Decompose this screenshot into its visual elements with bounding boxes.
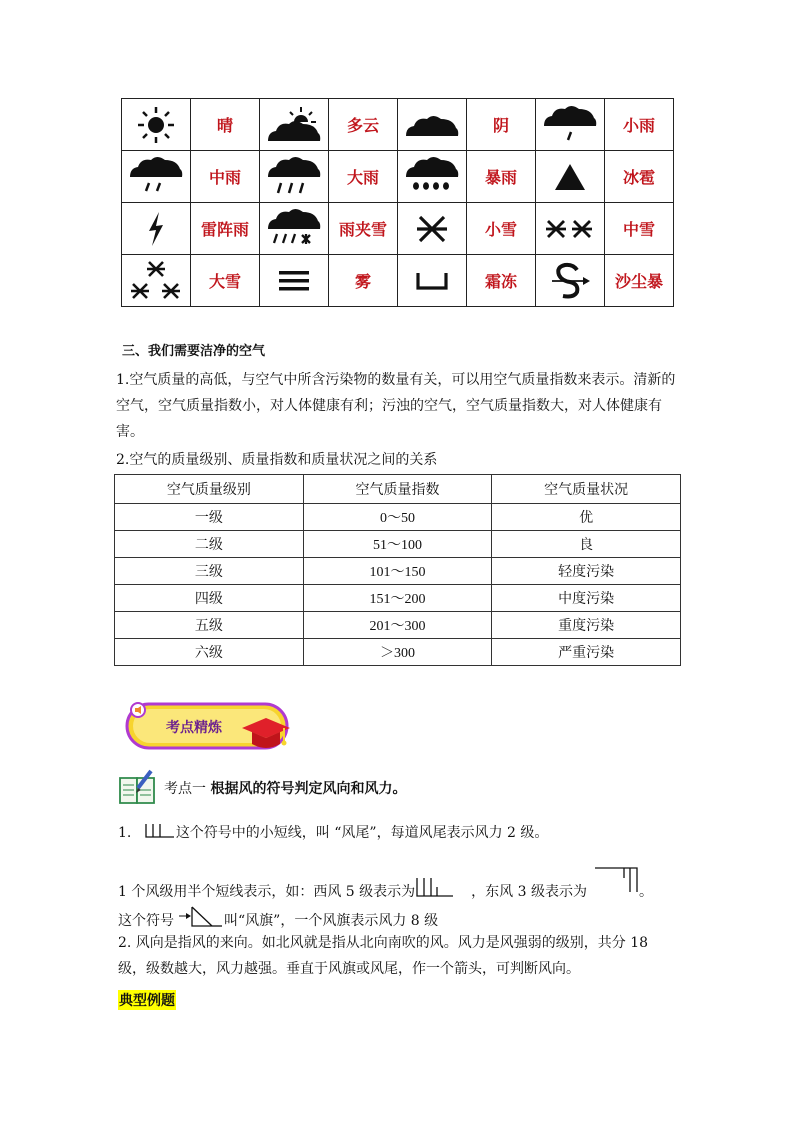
weather-label: 阴 — [467, 99, 536, 151]
half-line-example — [118, 864, 653, 901]
fog-icon — [260, 255, 329, 307]
table-row — [122, 203, 674, 255]
weather-label: 暴雨 — [467, 151, 536, 203]
table-header-row — [115, 475, 681, 504]
kaodian-banner — [124, 698, 292, 754]
sandstorm-icon — [536, 255, 605, 307]
wind-flag-symbol-icon — [178, 906, 224, 928]
weather-symbol-table — [121, 98, 674, 307]
east-wind-3-symbol-icon — [593, 864, 639, 894]
wind-direction-paragraph: 2. 风向是指风的来向。如北风就是指从北向南吹的风。风力是风强弱的级别，共分 18 级，级数越大，风力越强。垂直于风旗或风尾，作一个箭头，可判断风向。 — [118, 935, 649, 977]
weather-label: 大雨 — [329, 151, 398, 203]
west-wind-text: 1 个风级用半个短线表示，如：西风 5 级表示为 — [118, 884, 416, 900]
table-row — [122, 151, 674, 203]
frost-icon — [398, 255, 467, 307]
kaodian-title: 根据风的符号判定风向和风力。 — [210, 781, 407, 797]
section-title: 三、我们需要洁净的空气 — [122, 344, 266, 359]
weather-label: 晴 — [191, 99, 260, 151]
paragraph-air-quality: 1.空气质量的高低，与空气中所含污染物的数量有关，可以用空气质量指数来表示。清新的空气，空气质量指数小，对人体健康有利；污浊的空气，空气质量指数大，对人体健康有害。 — [116, 372, 676, 440]
wind-tail-text: 这个符号中的小短线，叫 “风尾”，每道风尾表示风力 2 级。 — [175, 825, 549, 841]
index-cell: 201～300 — [303, 612, 492, 639]
level-cell: 二级 — [115, 531, 304, 558]
level-cell: 五级 — [115, 612, 304, 639]
table-row — [115, 531, 681, 558]
column-header: 空气质量指数 — [303, 475, 492, 504]
weather-label: 大雪 — [191, 255, 260, 307]
typical-example-heading: 典型例题 — [118, 990, 176, 1010]
kaodian-prefix: 考点一 — [164, 781, 206, 797]
period: 。 — [638, 884, 653, 900]
weather-label: 中雨 — [191, 151, 260, 203]
table-row — [115, 504, 681, 531]
table-row — [115, 639, 681, 666]
status-cell: 优 — [492, 504, 681, 531]
kaodian-heading — [164, 778, 406, 798]
moderate-snow-icon — [536, 203, 605, 255]
wind-tail-line — [118, 822, 548, 842]
weather-label: 雷阵雨 — [191, 203, 260, 255]
heavy-rain-icon — [260, 151, 329, 203]
status-cell: 严重污染 — [492, 639, 681, 666]
wind-tail-symbol-icon — [144, 823, 174, 839]
weather-label: 雾 — [329, 255, 398, 307]
table-row — [115, 558, 681, 585]
weather-label: 霜冻 — [467, 255, 536, 307]
index-cell: 0～50 — [303, 504, 492, 531]
column-header: 空气质量状况 — [492, 475, 681, 504]
weather-label: 小雪 — [467, 203, 536, 255]
sun-icon — [122, 99, 191, 151]
west-wind-5-symbol-icon — [415, 876, 455, 900]
table-row — [122, 99, 674, 151]
level-cell: 三级 — [115, 558, 304, 585]
status-cell: 轻度污染 — [492, 558, 681, 585]
level-cell: 六级 — [115, 639, 304, 666]
east-wind-text: ，东风 3 级表示为 — [471, 884, 587, 900]
sleet-icon — [260, 203, 329, 255]
weather-label: 冰雹 — [605, 151, 674, 203]
index-cell: 151～200 — [303, 585, 492, 612]
heavy-snow-icon — [122, 255, 191, 307]
wind-flag-text: 叫“风旗”，一个风旗表示风力 8 级 — [224, 913, 439, 929]
rainstorm-icon — [398, 151, 467, 203]
index-cell: 101～150 — [303, 558, 492, 585]
cloud-icon — [398, 99, 467, 151]
weather-label: 沙尘暴 — [605, 255, 674, 307]
light-snow-icon — [398, 203, 467, 255]
wind-flag-line — [118, 906, 438, 930]
level-cell: 一级 — [115, 504, 304, 531]
hail-icon — [536, 151, 605, 203]
weather-label: 小雨 — [605, 99, 674, 151]
sun-cloud-icon — [260, 99, 329, 151]
paragraph-relationship: 2.空气的质量级别、质量指数和质量状况之间的关系 — [116, 452, 438, 468]
index-cell: ＞300 — [303, 639, 492, 666]
book-pencil-icon — [118, 768, 158, 806]
level-cell: 四级 — [115, 585, 304, 612]
table-row — [122, 255, 674, 307]
lightning-icon — [122, 203, 191, 255]
weather-label: 雨夹雪 — [329, 203, 398, 255]
banner-title: 考点精炼 — [166, 720, 222, 736]
column-header: 空气质量级别 — [115, 475, 304, 504]
table-row — [115, 585, 681, 612]
weather-label: 中雪 — [605, 203, 674, 255]
air-quality-table — [114, 474, 681, 666]
index-cell: 51～100 — [303, 531, 492, 558]
status-cell: 中度污染 — [492, 585, 681, 612]
light-rain-icon — [536, 99, 605, 151]
table-row — [115, 612, 681, 639]
status-cell: 重度污染 — [492, 612, 681, 639]
moderate-rain-icon — [122, 151, 191, 203]
wind-flag-prefix: 这个符号 — [118, 913, 174, 929]
weather-label: 多云 — [329, 99, 398, 151]
item-number: 1. — [118, 825, 132, 841]
status-cell: 良 — [492, 531, 681, 558]
